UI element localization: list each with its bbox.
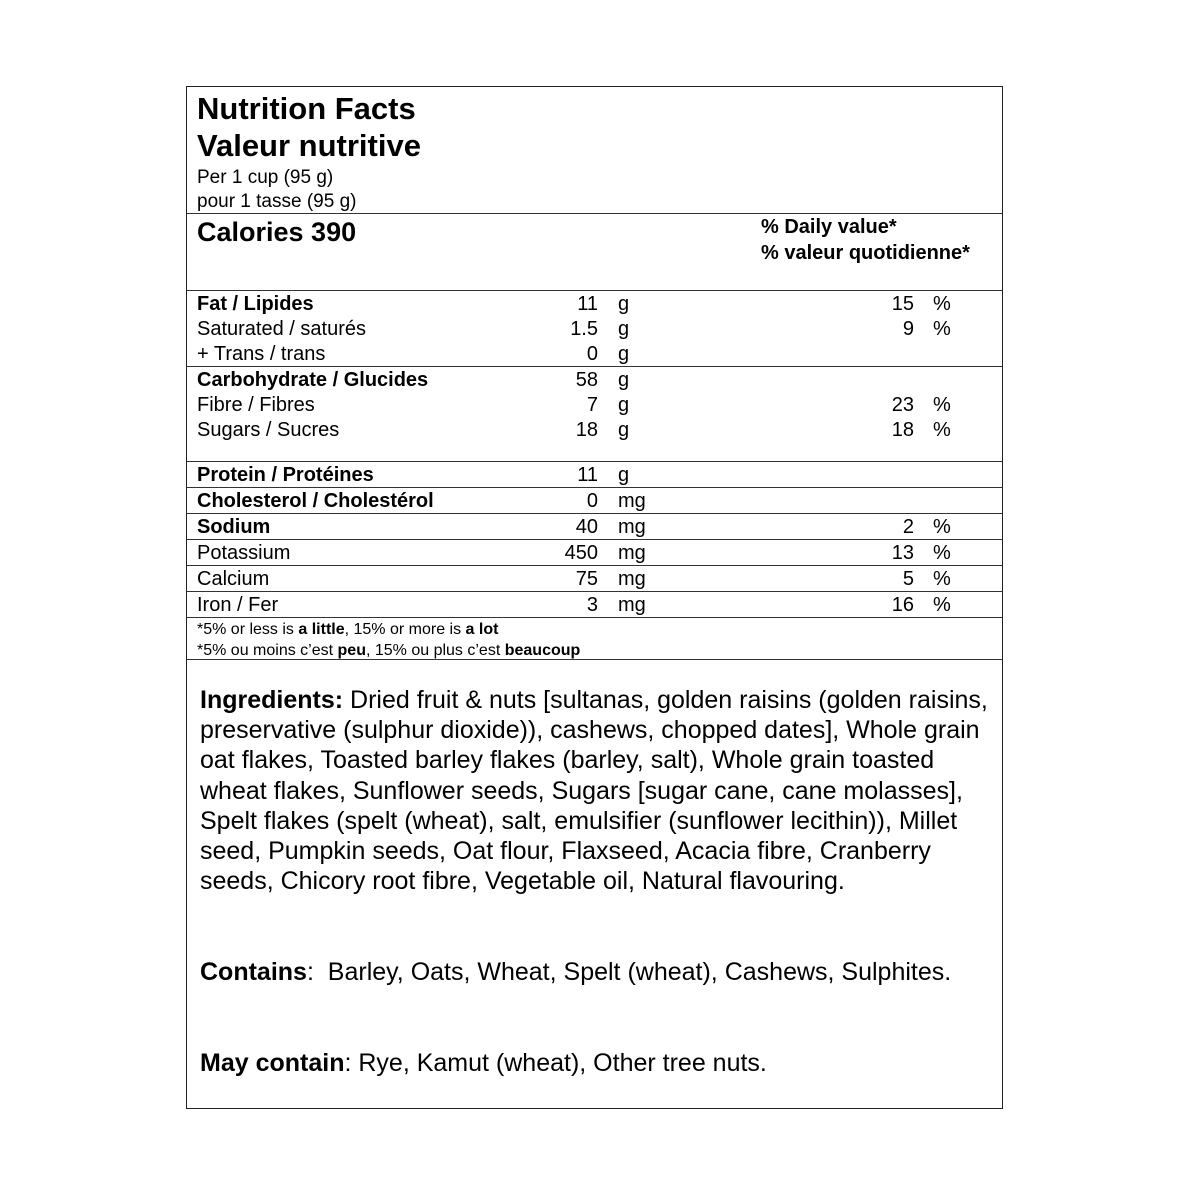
nutrient-amount: 75 — [575, 568, 598, 590]
percent-sign: % — [933, 419, 951, 441]
nutrient-row-fat — [187, 293, 1002, 318]
daily-value-header-english: % Daily value* — [761, 216, 897, 238]
nutrition-label-panel — [186, 86, 1003, 1109]
nutrient-amount: 18 — [575, 419, 598, 441]
nutrient-unit: mg — [618, 594, 646, 616]
may-contain-paragraph — [200, 1048, 990, 1078]
nutrient-amount: 11 — [577, 464, 598, 486]
nutrient-unit: mg — [618, 490, 646, 512]
nutrient-label: Saturated / saturés — [197, 318, 366, 340]
nutrient-unit: g — [618, 464, 630, 486]
divider — [187, 591, 1002, 592]
divider — [187, 290, 1002, 291]
nutrient-unit: g — [618, 318, 630, 340]
divider — [187, 461, 1002, 462]
nutrient-row-protein — [187, 464, 1002, 489]
nutrient-label: Iron / Fer — [197, 594, 279, 616]
nutrient-daily-value: 15 — [891, 293, 914, 315]
contains-paragraph — [200, 957, 990, 987]
nutrient-amount: 0 — [586, 490, 598, 512]
nutrient-row-saturated — [187, 318, 1002, 343]
footnote-english: *5% or less is a little, 15% or more is a lot — [197, 621, 499, 638]
nutrient-unit: g — [618, 343, 630, 365]
percent-sign: % — [933, 516, 951, 538]
ingredients-paragraph — [200, 685, 990, 896]
serving-size-french: pour 1 tasse (95 g) — [197, 191, 357, 212]
nutrient-row-calcium — [187, 568, 1002, 593]
nutrient-amount: 1.5 — [570, 318, 598, 340]
nutrient-daily-value: 2 — [902, 516, 914, 538]
nutrient-label: Cholesterol / Cholestérol — [197, 490, 434, 512]
nutrient-unit: mg — [618, 568, 646, 590]
nutrient-unit: g — [618, 293, 630, 315]
nutrient-unit: g — [618, 369, 630, 391]
nutrient-label: Fat / Lipides — [197, 293, 314, 315]
divider — [187, 513, 1002, 514]
nutrient-label: Sodium — [197, 516, 271, 538]
nutrient-amount: 58 — [575, 369, 598, 391]
nutrient-row-fibre — [187, 394, 1002, 419]
nutrient-label: Fibre / Fibres — [197, 394, 315, 416]
divider — [187, 617, 1002, 618]
nutrient-amount: 7 — [586, 394, 598, 416]
daily-value-header-french: % valeur quotidienne* — [761, 242, 970, 264]
nutrient-amount: 3 — [586, 594, 598, 616]
may-contain-text: : Rye, Kamut (wheat), Other tree nuts. — [344, 1049, 767, 1077]
title-english: Nutrition Facts — [197, 91, 416, 126]
ingredients-text: Dried fruit & nuts [sultanas, golden raisins (golden raisins, preservative (sulphur dioxide)), cashews, chopped dates], Whole grain oat flakes, Toasted barley flakes (barley, salt), Whole grain toasted wheat flakes, Sunflower seeds, Sugars [sugar cane, cane molasses], Spelt flakes (spelt (wheat), salt, emulsifier (sunflower lecithin)), Millet seed, Pumpkin seeds, Oat flour, Flaxseed, Acacia fibre, Cranberry seeds, Chicory root fibre, Vegetable oil, Natural flavouring. — [200, 686, 988, 896]
nutrient-row-carbohydrate — [187, 369, 1002, 394]
nutrient-amount: 0 — [586, 343, 598, 365]
divider — [187, 539, 1002, 540]
nutrient-daily-value: 5 — [902, 568, 914, 590]
nutrient-amount: 11 — [577, 293, 598, 315]
nutrient-row-potassium — [187, 542, 1002, 567]
percent-sign: % — [933, 394, 951, 416]
title-french: Valeur nutritive — [197, 128, 421, 163]
nutrient-daily-value: 23 — [891, 394, 914, 416]
serving-size-english: Per 1 cup (95 g) — [197, 167, 334, 188]
may-contain-label: May contain — [200, 1049, 345, 1077]
percent-sign: % — [933, 594, 951, 616]
nutrient-unit: mg — [618, 542, 646, 564]
nutrient-label: Sugars / Sucres — [197, 419, 340, 441]
nutrient-unit: mg — [618, 516, 646, 538]
percent-sign: % — [933, 293, 951, 315]
calories-label: Calories 390 — [197, 217, 357, 247]
nutrient-unit: g — [618, 419, 630, 441]
ingredients-label: Ingredients: — [200, 686, 344, 714]
percent-sign: % — [933, 568, 951, 590]
nutrient-label: Carbohydrate / Glucides — [197, 369, 429, 391]
nutrient-row-sugars — [187, 419, 1002, 444]
divider — [187, 659, 1002, 660]
contains-text: : Barley, Oats, Wheat, Spelt (wheat), Cashews, Sulphites. — [306, 958, 952, 986]
nutrient-label: + Trans / trans — [197, 343, 326, 365]
nutrient-amount: 450 — [564, 542, 598, 564]
nutrient-row-cholesterol — [187, 490, 1002, 515]
nutrient-row-iron — [187, 594, 1002, 619]
nutrient-label: Protein / Protéines — [197, 464, 374, 486]
nutrient-daily-value: 18 — [891, 419, 914, 441]
divider — [187, 366, 1002, 367]
nutrient-row-sodium — [187, 516, 1002, 541]
contains-label: Contains — [200, 958, 307, 986]
nutrient-row-trans — [187, 343, 1002, 368]
nutrient-label: Calcium — [197, 568, 270, 590]
nutrient-daily-value: 13 — [891, 542, 914, 564]
percent-sign: % — [933, 318, 951, 340]
nutrient-daily-value: 9 — [902, 318, 914, 340]
divider — [187, 487, 1002, 488]
nutrient-amount: 40 — [575, 516, 598, 538]
percent-sign: % — [933, 542, 951, 564]
nutrient-unit: g — [618, 394, 630, 416]
nutrient-daily-value: 16 — [891, 594, 914, 616]
footnote-french: *5% ou moins c’est peu, 15% ou plus c’est beaucoup — [197, 642, 581, 659]
nutrient-label: Potassium — [197, 542, 291, 564]
divider — [187, 565, 1002, 566]
